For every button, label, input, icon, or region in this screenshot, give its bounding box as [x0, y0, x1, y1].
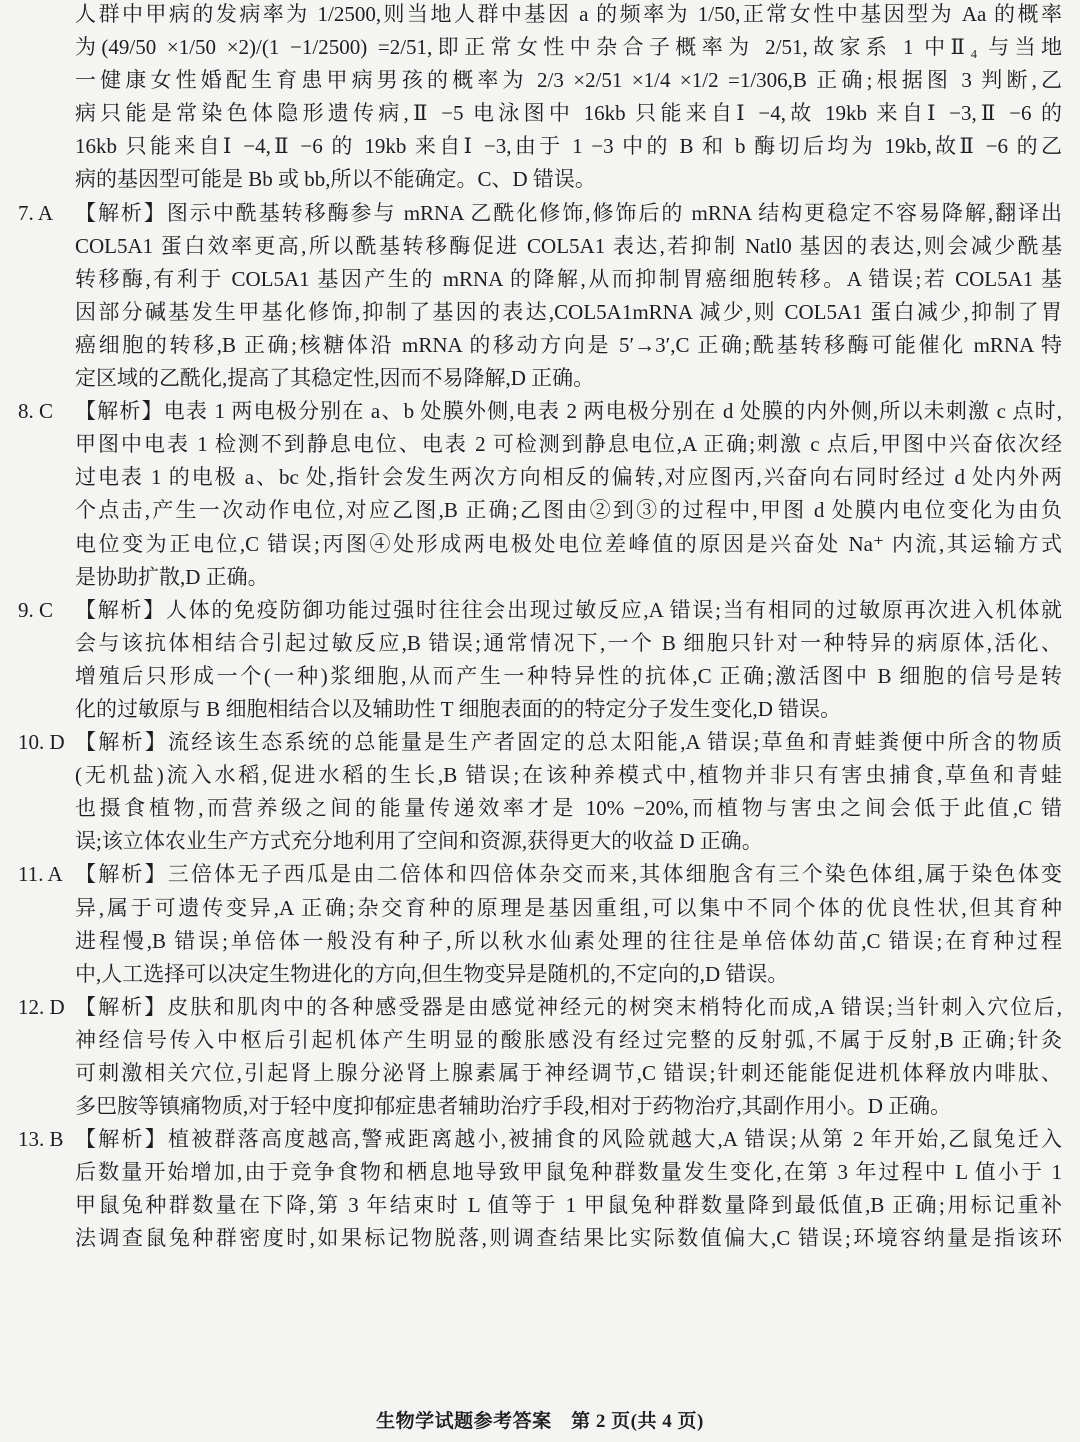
text-line [0, 858, 1080, 891]
line-text: 【解析】流经该生态系统的总能量是生产者固定的总太阳能,A 错误;草鱼和青蛙粪便中所含的物质 [75, 730, 1062, 755]
line-text: 中,人工选择可以决定生物进化的方向,但生物变异是随机的,不定向的,D 错误。 [75, 961, 789, 986]
line-text: 会与该抗体相结合引起过敏反应,B 错误;通常情况下,一个 B 细胞只针对一种特异的病原体,活化、 [75, 630, 1062, 655]
line-text: 甲图中电表 1 检测不到静息电位、电表 2 可检测到静息电位,A 正确;刺激 c 点后,甲图中兴奋依次经 [75, 432, 1062, 457]
text-line [0, 825, 1080, 858]
text-line [0, 1024, 1080, 1057]
text-line [0, 594, 1080, 627]
text-line [0, 97, 1080, 130]
text-line [0, 494, 1080, 527]
text-line [0, 792, 1080, 825]
answer-number: 10. D [18, 730, 65, 755]
text-line [0, 627, 1080, 660]
answer-item [0, 858, 1080, 990]
text-line [0, 263, 1080, 296]
text-line [0, 958, 1080, 991]
text-line [0, 660, 1080, 693]
line-text: 【解析】图示中酰基转移酶参与 mRNA 乙酰化修饰,修饰后的 mRNA 结构更稳定不容易降解,翻译出 [75, 200, 1062, 225]
answer-item [0, 594, 1080, 726]
text-line [0, 163, 1080, 196]
text-line [0, 726, 1080, 759]
line-text: 过电表 1 的电极 a、bc 处,指针会发生两次方向相反的偏转,对应图丙,兴奋向右同时经过 d 处内外两 [75, 465, 1062, 490]
text-line [0, 130, 1080, 163]
line-text: 是协助扩散,D 正确。 [75, 564, 269, 589]
line-text: 法调查鼠兔种群密度时,如果标记物脱落,则调查结果比实际数值偏大,C 错误;环境容纳量是指该环 [75, 1226, 1062, 1251]
answer-number: 11. A [18, 862, 63, 887]
line-text: 病只能是常染色体隐形遗传病,Ⅱ −5 电泳图中 16kb 只能来自Ⅰ −4,故 19kb 来自Ⅰ −3,Ⅱ −6 的 [75, 101, 1062, 126]
answer-item [0, 1123, 1080, 1255]
text-line [0, 1156, 1080, 1189]
text-line [0, 1090, 1080, 1123]
line-text: 人群中甲病的发病率为 1/2500,则当地人群中基因 a 的频率为 1/50,正常女性中基因型为 Aa 的概率 [75, 2, 1062, 26]
text-line [0, 1222, 1080, 1255]
text-line [0, 1057, 1080, 1090]
answer-item [0, 991, 1080, 1123]
line-text: 【解析】皮肤和肌肉中的各种感受器是由感觉神经元的树突末梢特化而成,A 错误;当针刺入穴位后, [75, 994, 1062, 1019]
line-text: 一健康女性婚配生育患甲病男孩的概率为 2/3 ×2/51 ×1/4 ×1/2 =1/306,B 正确;根据图 3 判断,乙 [75, 68, 1062, 93]
line-text: 病的基因型可能是 Bb 或 bb,所以不能确定。C、D 错误。 [75, 167, 596, 192]
text-line [0, 296, 1080, 329]
text-line [0, 693, 1080, 726]
continued-explanation [0, 0, 1080, 197]
answer-number: 12. D [18, 994, 65, 1019]
page-footer: 生物学试题参考答案 第 2 页(共 4 页) [376, 1411, 704, 1432]
line-text: 16kb 只能来自Ⅰ −4,Ⅱ −6 的 19kb 来自Ⅰ −3,由于 1 −3 中的 B 和 b 酶切后均为 19kb,故Ⅱ −6 的乙 [75, 134, 1062, 159]
text-line [0, 31, 1080, 64]
text-line [0, 197, 1080, 230]
answer-number: 13. B [18, 1127, 64, 1152]
line-text: 为(49/50 ×1/50 ×2)/(1 −1/2500) =2/51,即正常女性中杂合子概率为 2/51,故家系 1 中Ⅱ₄ 与当地 [75, 35, 1062, 60]
text-line [0, 428, 1080, 461]
text-line [0, 892, 1080, 925]
line-text: 因部分碱基发生甲基化修饰,抑制了基因的表达,COL5A1mRNA 减少,则 COL5A1 蛋白减少,抑制了胃 [75, 299, 1062, 324]
answer-number: 9. C [18, 597, 54, 622]
line-text: 【解析】三倍体无子西瓜是由二倍体和四倍体杂交而来,其体细胞含有三个染色体组,属于染色体变 [75, 862, 1062, 887]
line-text: 神经信号传入中枢后引起机体产生明显的酸胀感没有经过完整的反射弧,不属于反射,B 正确;针灸 [75, 1027, 1062, 1052]
text-line [0, 395, 1080, 428]
answer-item [0, 395, 1080, 594]
line-text: 误;该立体农业生产方式充分地利用了空间和资源,获得更大的收益 D 正确。 [75, 829, 763, 854]
line-text: COL5A1 蛋白效率更高,所以酰基转移酶促进 COL5A1 表达,若抑制 Natl0 基因的表达,则会减少酰基 [75, 233, 1062, 258]
line-text: 进程慢,B 错误;单倍体一般没有种子,所以秋水仙素处理的往往是单倍体幼苗,C 错误;在育种过程 [75, 928, 1062, 953]
line-text: 化的过敏原与 B 细胞相结合以及辅助性 T 细胞表面的的特定分子发生变化,D 错误。 [75, 696, 842, 721]
line-text: 多巴胺等镇痛物质,对于轻中度抑郁症患者辅助治疗手段,相对于药物治疗,其副作用小。D 正确。 [75, 1094, 952, 1119]
line-text: 癌细胞的转移,B 正确;核糖体沿 mRNA 的移动方向是 5′→3′,C 正确;酰基转移酶可能催化 mRNA 特 [75, 332, 1062, 357]
text-line [0, 0, 1080, 31]
answer-number: 8. C [18, 399, 54, 424]
text-line [0, 230, 1080, 263]
text-line [0, 759, 1080, 792]
text-line [0, 925, 1080, 958]
line-text: 个点击,产生一次动作电位,对应乙图,B 正确;乙图由②到③的过程中,甲图 d 处膜内电位变化为由负 [75, 498, 1062, 523]
text-line [0, 1189, 1080, 1222]
line-text: 后数量开始增加,由于竞争食物和栖息地导致甲鼠兔种群数量发生变化,在第 3 年过程中 L 值小于 1 [75, 1160, 1062, 1185]
line-text: 定区域的乙酰化,提高了其稳定性,因而不易降解,D 正确。 [75, 366, 595, 391]
line-text: 可刺激相关穴位,引起肾上腺分泌肾上腺素属于神经调节,C 错误;针刺还能能促进机体释放内啡肽、 [75, 1061, 1062, 1085]
line-text: 【解析】电表 1 两电极分别在 a、b 处膜外侧,电表 2 两电极分别在 d 处膜的内外侧,所以未刺激 c 点时, [75, 399, 1062, 424]
line-text: 电位变为正电位,C 错误;丙图④处形成两电极处电位差峰值的原因是兴奋处 Na⁺ 内流,其运输方式 [75, 531, 1062, 556]
text-line [0, 64, 1080, 97]
text-line [0, 362, 1080, 395]
answer-item [0, 197, 1080, 396]
line-text: 【解析】人体的免疫防御功能过强时往往会出现过敏反应,A 错误;当有相同的过敏原再次进入机体就 [75, 597, 1062, 622]
text-line [0, 561, 1080, 594]
text-line [0, 528, 1080, 561]
line-text: (无机盐)流入水稻,促进水稻的生长,B 错误;在该种养模式中,植物并非只有害虫捕食,草鱼和青蛙 [75, 763, 1062, 788]
text-line [0, 991, 1080, 1024]
text-line [0, 329, 1080, 362]
line-text: 甲鼠兔种群数量在下降,第 3 年结束时 L 值等于 1 甲鼠兔种群数量降到最低值,B 正确;用标记重补 [75, 1193, 1062, 1218]
text-line [0, 461, 1080, 494]
line-text: 异,属于可遗传变异,A 正确;杂交育种的原理是基因重组,可以集中不同个体的优良性状,但其育种 [75, 895, 1062, 920]
line-text: 【解析】植被群落高度越高,警戒距离越小,被捕食的风险就越大,A 错误;从第 2 年开始,乙鼠兔迁入 [75, 1127, 1062, 1152]
line-text: 转移酶,有利于 COL5A1 基因产生的 mRNA 的降解,从而抑制胃癌细胞转移。A 错误;若 COL5A1 基 [75, 266, 1062, 291]
answer-item [0, 726, 1080, 858]
line-text: 也摄食植物,而营养级之间的能量传递效率才是 10% −20%,而植物与害虫之间会低于此值,C 错 [75, 796, 1062, 821]
text-line [0, 1123, 1080, 1156]
line-text: 增殖后只形成一个(一种)浆细胞,从而产生一种特异性的抗体,C 正确;激活图中 B 细胞的信号是转 [75, 663, 1062, 688]
answer-number: 7. A [18, 200, 54, 225]
